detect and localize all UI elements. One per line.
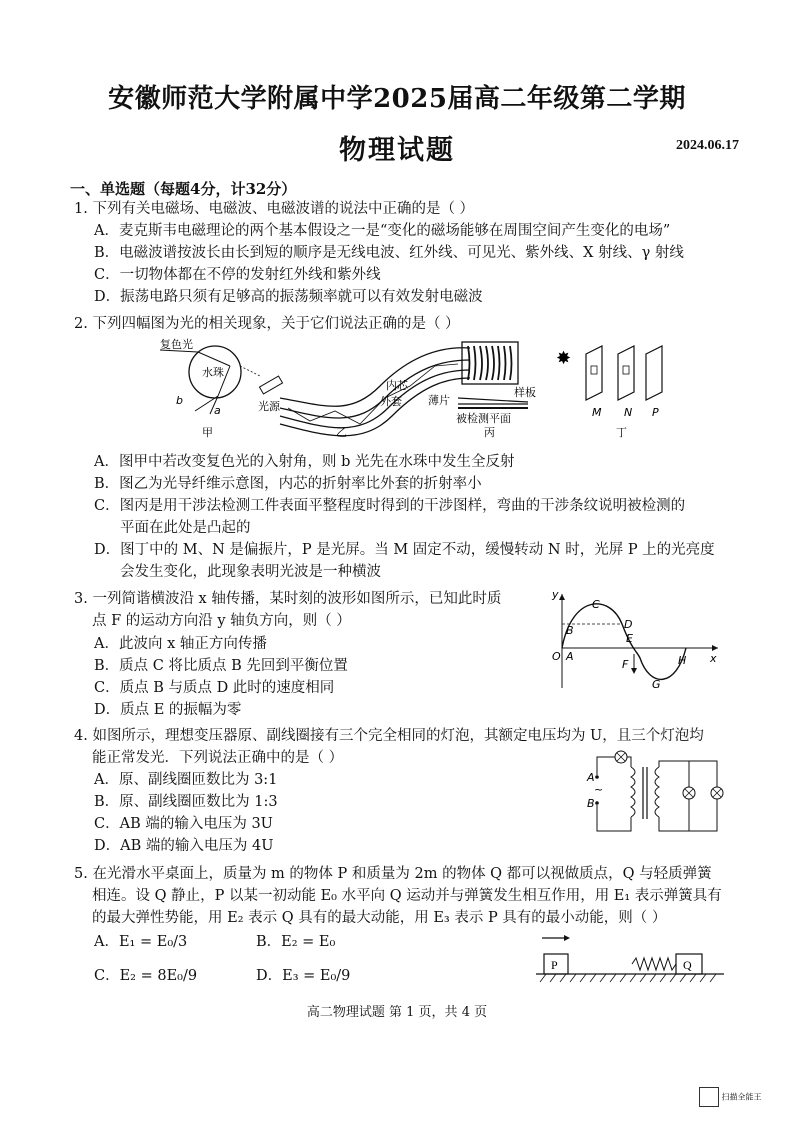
label-a: a bbox=[214, 404, 221, 417]
block-P: P bbox=[551, 958, 558, 972]
point-H: H bbox=[678, 654, 687, 667]
caption-ding: 丁 bbox=[616, 426, 627, 439]
point-F: F bbox=[622, 658, 629, 671]
label-jiance: 被检测平面 bbox=[456, 412, 511, 425]
caption-yi: 乙 bbox=[336, 426, 347, 439]
label-guangyuan: 光源 bbox=[258, 400, 280, 413]
point-C: C bbox=[592, 598, 600, 611]
exam-subtitle: 物理试题 bbox=[339, 135, 455, 166]
q5-stem-cont2: 的最大弹性势能，用 E₂ 表示 Q 具有的最大动能，用 E₃ 表示 P 具有的最小动能，则（ ） bbox=[92, 910, 667, 926]
q1-stem: 1. 下列有关电磁场、电磁波、电磁波谱的说法中正确的是（ ） bbox=[74, 201, 475, 217]
q4-option-a: A．原、副线圈匝数比为 3:1 bbox=[94, 772, 278, 788]
label-P: P bbox=[652, 406, 659, 419]
point-G: G bbox=[652, 678, 661, 691]
q5-option-a: A．E₁ = E₀/3 bbox=[94, 934, 188, 950]
light-source-icon: ✸ bbox=[556, 348, 572, 369]
qr-code-icon bbox=[699, 1087, 719, 1107]
terminal-A: A bbox=[587, 771, 595, 784]
q3-stem: 3. 一列简谐横波沿 x 轴传播，某时刻的波形如图所示，已知此时质 bbox=[74, 591, 502, 607]
q1-option-c: C．一切物体都在不停的发射红外线和紫外线 bbox=[94, 267, 381, 283]
point-D: D bbox=[624, 618, 633, 631]
caption-bing: 丙 bbox=[484, 426, 495, 439]
label-baopian: 薄片 bbox=[428, 394, 450, 407]
point-A: A bbox=[566, 650, 574, 663]
q4-stem: 4. 如图所示，理想变压器原、副线圈接有三个完全相同的灯泡，其额定电压均为 U，且三个灯泡均 bbox=[74, 728, 704, 744]
label-M: M bbox=[592, 406, 602, 419]
scanner-watermark bbox=[699, 1087, 779, 1109]
caption-jia: 甲 bbox=[202, 426, 213, 439]
q2-option-d: D．图丁中的 M、N 是偏振片，P 是光屏。当 M 固定不动，缓慢转动 N 时，光屏 P 上的光亮度 bbox=[94, 542, 715, 558]
q1-option-b: B．电磁波谱按波长由长到短的顺序是无线电波、红外线、可见光、紫外线、X 射线、γ 射线 bbox=[94, 245, 684, 261]
q4-stem-cont: 能正常发光．下列说法正确中的是（ ） bbox=[92, 750, 344, 766]
exam-date: 2024.06.17 bbox=[676, 138, 739, 153]
q2-option-a: A．图甲中若改变复色光的入射角，则 b 光先在水珠中发生全反射 bbox=[94, 454, 515, 470]
ac-source-symbol: ~ bbox=[594, 783, 604, 796]
q5-option-c: C．E₂ = 8E₀/9 bbox=[94, 968, 198, 984]
label-yangban: 样板 bbox=[514, 386, 536, 399]
point-B: B bbox=[566, 624, 574, 637]
figure-jia bbox=[160, 346, 260, 414]
q4-option-c: C．AB 端的输入电压为 3U bbox=[94, 816, 273, 832]
q2-stem: 2. 下列四幅图为光的相关现象，关于它们说法正确的是（ ） bbox=[74, 316, 460, 332]
q1-option-a: A．麦克斯韦电磁理论的两个基本假设之一是“变化的磁场能够在周围空间产生变化的电场” bbox=[94, 223, 671, 239]
terminal-B: B bbox=[587, 797, 595, 810]
exam-title: 安徽师范大学附属中学2025届高二年级第二学期 bbox=[108, 84, 686, 114]
q4-option-d: D．AB 端的输入电压为 4U bbox=[94, 838, 274, 854]
label-fuse: 复色光 bbox=[160, 338, 193, 351]
q2-figures bbox=[140, 336, 680, 446]
label-b: b bbox=[176, 394, 183, 407]
label-shuizhu: 水珠 bbox=[202, 366, 224, 379]
figure-yi bbox=[259, 348, 470, 436]
q3-wave-figure bbox=[540, 588, 724, 696]
q5-stem-cont1: 相连。设 Q 静止，P 以某一初动能 E₀ 水平向 Q 运动并与弹簧发生相互作用，用 E₁ 表示弹簧具有 bbox=[92, 888, 722, 904]
page-footer: 高二物理试题 第 1 页，共 4 页 bbox=[306, 1005, 488, 1020]
point-E: E bbox=[626, 632, 633, 645]
q2-option-b: B．图乙为光导纤维示意图，内芯的折射率比外套的折射率小 bbox=[94, 476, 482, 492]
q2-option-d-cont: 会发生变化，此现象表明光波是一种横波 bbox=[120, 564, 381, 580]
q2-option-c-cont: 平面在此处是凸起的 bbox=[120, 520, 251, 536]
block-Q: Q bbox=[683, 958, 692, 972]
q5-spring-figure bbox=[532, 928, 728, 984]
q3-option-d: D．质点 E 的振幅为零 bbox=[94, 702, 242, 718]
label-neixin: 内芯 bbox=[386, 379, 408, 392]
q1-option-d: D．振荡电路只须有足够高的振荡频率就可以有效发射电磁波 bbox=[94, 289, 483, 305]
axis-x-label: x bbox=[710, 652, 717, 665]
q2-option-c: C．图丙是用干涉法检测工件表面平整程度时得到的干涉图样，弯曲的干涉条纹说明被检测的 bbox=[94, 498, 686, 514]
label-waitao: 外套 bbox=[380, 395, 402, 408]
figure-ding bbox=[556, 346, 662, 400]
q5-stem: 5. 在光滑水平桌面上，质量为 m 的物体 P 和质量为 2m 的物体 Q 都可以视做质点，Q 与轻质弹簧 bbox=[74, 866, 712, 882]
scanner-watermark-text: 扫描全能王 bbox=[721, 1092, 762, 1102]
q4-option-b: B．原、副线圈匝数比为 1:3 bbox=[94, 794, 278, 810]
q5-option-d: D．E₃ = E₀/9 bbox=[256, 968, 351, 984]
section-heading: 一、单选题（每题4分，计32分） bbox=[70, 180, 297, 198]
q3-option-a: A．此波向 x 轴正方向传播 bbox=[94, 636, 267, 652]
q5-option-b: B．E₂ = E₀ bbox=[256, 934, 336, 950]
axis-y-label: y bbox=[552, 588, 559, 601]
q3-option-b: B．质点 C 将比质点 B 先回到平衡位置 bbox=[94, 658, 348, 674]
q3-stem-cont: 点 F 的运动方向沿 y 轴负方向，则（ ） bbox=[92, 613, 351, 629]
label-N: N bbox=[624, 406, 633, 419]
point-O: O bbox=[552, 650, 561, 663]
q3-option-c: C．质点 B 与质点 D 此时的速度相同 bbox=[94, 680, 335, 696]
q4-transformer-figure bbox=[585, 745, 725, 845]
